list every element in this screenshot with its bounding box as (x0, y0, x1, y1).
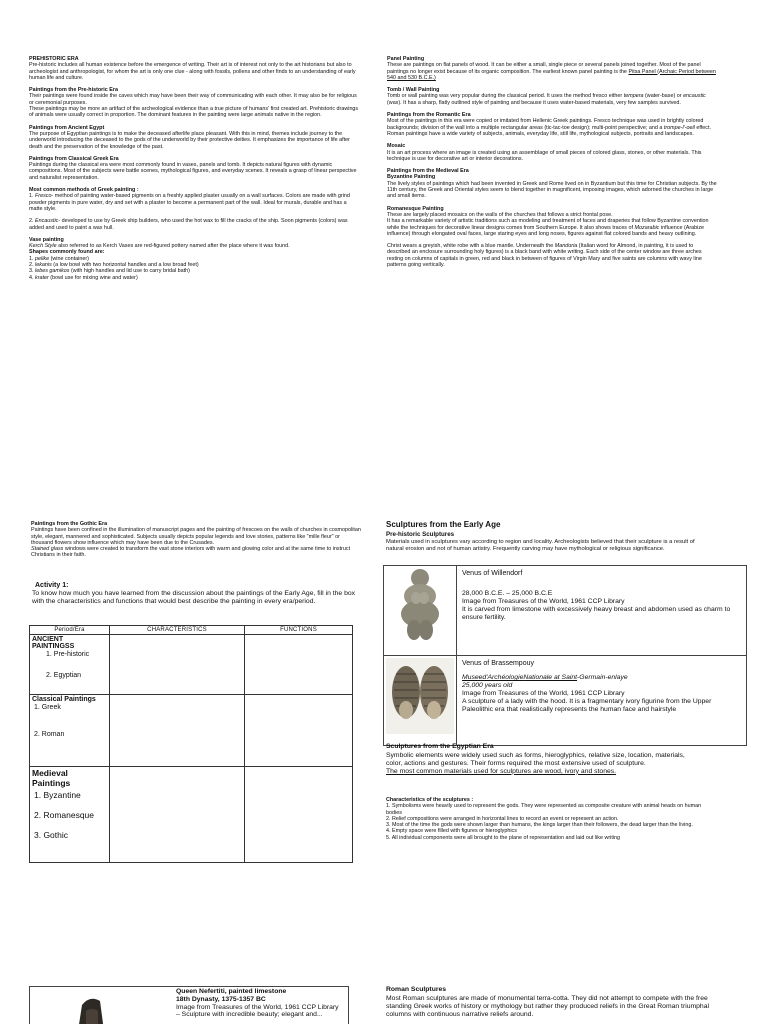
functions-input-medieval[interactable] (245, 767, 353, 863)
fresco-num: 1. (29, 193, 34, 200)
roman-sculptures-title: Roman Sculptures (386, 986, 447, 993)
christ-desc-1: Christ wears a greyish, white robe with a blue mantle. Underneath the (387, 243, 554, 250)
shape-desc: (bowl use for mixing wine and water) (50, 274, 138, 281)
nefertiti-text (176, 988, 346, 1019)
vase-title: Vase painting (29, 236, 64, 243)
nefertiti-more: – Sculpture with incredible beauty; elegant and... (176, 1011, 323, 1019)
brassempouy-image-cell (384, 656, 457, 746)
venus-table (383, 565, 747, 746)
vase-term: Kerch Style (29, 243, 57, 250)
pre-paint-title: Paintings from the Pre-historic Era (29, 87, 118, 94)
rom-mozarabic: Mozarabic (634, 224, 660, 231)
functions-input-ancient[interactable] (245, 635, 353, 695)
encaustic-num: 2. (29, 218, 34, 225)
classical-item: 1. Greek (34, 704, 61, 711)
period-cell-ancient (30, 635, 110, 695)
mosaic-text: It is an art process where an image is created using an assemblage of small pieces of colored glass, stones, or other materials. This technique is use for decorative art or interior decorations. (387, 149, 702, 162)
rom-desc-3: influence (Arabize influence) through elongated oval faces, large staring eyes and long noses, figures against flat colored bands and heavy outlining. (387, 224, 705, 237)
christ-text (387, 243, 717, 268)
tomb-desc-1: Tomb or wall painting was very popular during the classical period. It uses the method fresco either (387, 93, 623, 100)
egypt-paint-text: The purpose of Egyptian paintings is to make the deceased afterlife place pleasant. With this in mind, themes include journey to the underworld introducing the deceased to the gods of the underworld by their protective deities. It emphasizes the importance of life after death and the preservation of the knowledge of the past. (29, 130, 350, 150)
egypt-paint-title: Paintings from Ancient Egypt (29, 124, 105, 131)
romanesque-title: Romanesque Painting (387, 205, 444, 212)
nefertiti-box (29, 986, 349, 1024)
activity-title: Activity 1: (35, 582, 69, 589)
col-header-characteristics: CHARACTERISTICS (110, 626, 245, 635)
table-row (384, 656, 747, 746)
shape-num: 2. (29, 262, 34, 269)
left-top-column (29, 56, 359, 281)
ancient-item: 1. Pre-historic (46, 651, 90, 658)
tomb-text (387, 93, 717, 106)
fresco-text (29, 193, 359, 212)
roman-desc-1: Most of the paintings in this era were copied or imitated from Hellenic Greek paintings. Fresco technique was used in brightly colored backgrounds; division of the wall into a multiple rectangular areas (tic-tac-toe design); multi-point perspective; and a (387, 118, 704, 131)
egypt-sculptures-materials: The most common materials used for sculptures are wood, ivory and stones. (386, 767, 617, 775)
tomb-desc-3: (wax). It has a sharp, flatly outlined style of painting and because it uses water-based materials, very few samples survived. (387, 99, 681, 106)
shape-term: lekanis (35, 262, 52, 269)
roman-desc-2: effect. Roman paintings have a wide variety of subjects, animals, everyday life, still life, mythological subjects, portraits and landscapes. (387, 124, 711, 137)
nefertiti-image (60, 993, 120, 1024)
shape-desc: (wine container) (50, 255, 89, 262)
classical-item: 2. Roman (34, 731, 65, 738)
roman-sculptures-text: Most Roman sculptures are made of monumental terra-cotta. They did not attempt to compete with the free standing Greek works of history or mythology but rather they produced reliefs in the Great Roman triumphal columns with continuous narrative reliefs around. (386, 995, 710, 1018)
greek-paint-text: Paintings during the classical era were most commonly found in vases, panels and tomb. It depicts natural figures with dynamic compositions. Most of the subjects were battle scenes, mythological figures, and everyday scenes. It reveals a grasp of linear perspective and naturalist representation. (29, 162, 357, 181)
shapes-title: Shapes commonly found are: (29, 249, 105, 256)
willendorf-date: 28,000 B.C.E. – 25,000 B.C.E (462, 590, 553, 597)
museum-part-c: -Germain-enlaye (577, 674, 628, 681)
classical-title: Classical Paintings (32, 696, 96, 703)
panel-link: Pitsa Panel (Archaic Period between 540 and 530 B.C.E.) (387, 68, 716, 81)
pre-sculptures-text: Materials used in sculptures vary according to region and locality. Archeologists believed that their sculpture is a result of natural erosion and not of human artistry. Frequently carving may have mythological or religious significance. (386, 539, 695, 552)
romanesque-text-2 (387, 218, 717, 237)
roman-trompe: trompe-l'-oeil (663, 124, 695, 131)
byzantine-title: Byzantine Painting (387, 174, 436, 181)
egypt-sculptures-title: Sculptures from the Egyptian Era (386, 743, 494, 750)
prehistoric-title: PREHISTORIC ERA (29, 56, 79, 62)
venus-willendorf-image (386, 568, 454, 648)
shape-desc: (a low bowl with two horizontal handles and a low broad feet) (53, 262, 199, 269)
ancient-title: ANCIENT PAINTINGSS (32, 636, 75, 650)
panel-text (387, 62, 717, 81)
museum-part-a: Museed'Archéologie (462, 674, 524, 681)
brassempouy-museum (462, 674, 741, 682)
gothic-section (31, 521, 361, 559)
prehistoric-text: Pre-historic includes all human existence before the emergence of writing. Their art is of interest not only to the art historians but also to archeologist and anthropologist, for whom the art is only one clue - along with fossils, pollens and other finds to an understanding of early human life and culture. (29, 62, 356, 81)
museum-part-b: Nationale at Saint (523, 674, 578, 681)
willendorf-title: Venus of Willendorf (462, 570, 523, 577)
medieval-title: Paintings from the Medieval Era (387, 168, 469, 175)
christ-mandoria: Mandoria (554, 243, 578, 250)
christ-desc-2: (Italian word for Almond, in painting, it is used to described an enclosure surrounding holy figures) is a black band with white writing. Each side of the center window are three arches resting on columns of capitals in green, red and black in between of figures of Virgin Mary and five saints are columns with wavy line patterns going vertically. (387, 243, 702, 269)
vase-desc: also referred to as Kerch Vases are red-figured pottery named after the place where it was found. (58, 243, 290, 250)
functions-input-classical[interactable] (245, 695, 353, 767)
romanesque-text-1: These are largely placed mosaics on the walls of the churches that follows a strict frontal pose. (387, 211, 613, 218)
period-cell-medieval (30, 767, 110, 863)
activity-table (29, 625, 353, 863)
characteristics-title: Characteristics of the sculptures : (386, 797, 474, 803)
brassempouy-desc: A sculpture of a lady with the hood. It is a fragmentary ivory figurine from the Upper Paleolithic era that realistically represents the human face and hairstyle (462, 698, 712, 713)
table-row (30, 635, 353, 695)
col-header-period: Period/Era (30, 626, 110, 635)
encaustic-text (29, 218, 359, 231)
methods-title: Most common methods of Greek painting : (29, 187, 139, 194)
gothic-text: Paintings have been confined in the illumination of manuscript pages and the painting of frescoes on the walls of churches in cosmopolitan style, elegant, mannered and sophisticated. Subjects usually depicts popular legends and love stories, patterns like "mille fleur" or thousand flowers show influence which may have been due to the Crusades. (31, 527, 361, 546)
roman-paint-title: Paintings from the Romantic Era (387, 112, 471, 119)
characteristic-item: 4. Empty space were filled with figures or hieroglyphics (386, 828, 517, 835)
characteristics-input-ancient[interactable] (110, 635, 245, 695)
shape-term: lebes gamikos (35, 268, 70, 275)
stained-text (31, 546, 361, 559)
gothic-title: Paintings from the Gothic Era (31, 521, 108, 527)
encaustic-desc: - developed to use by Greek ship builders, who used the hot wax to fill the cracks of the ship. Soon pigments (colors) was added and used to paint a wax hull. (29, 218, 348, 231)
activity-text: To know how much you have learned from the discussion about the paintings of the Early Age, fill in the box with the characteristics and functions that would best describe the painting in every era/period. (32, 590, 356, 605)
byzantine-text: The lively styles of paintings which had been invented in Greek and Rome lived on in Byzantium but this time for Christian subjects. By the 11th century, the Greek and Oriental styles seem to blend together in magnificent, imposing images, which adorned the churches in large and small items. (387, 180, 717, 200)
brassempouy-age: 25,000 years old (462, 682, 513, 689)
medieval-item: 1. Byzantine (34, 790, 81, 800)
nefertiti-dynasty: 18th Dynasty, 1375-1357 BC (176, 995, 266, 1003)
stained-desc: windows were created to transform the vast stone interiors with warm and glowing color and at the same time to instruct Christians in their faith. (31, 546, 351, 559)
shape-term: krater (35, 274, 49, 281)
tomb-tempera: tempera (623, 93, 644, 100)
right-top-column (387, 56, 717, 268)
brassempouy-title: Venus of Brassempouy (462, 660, 534, 667)
early-sculptures-title: Sculptures from the Early Age (386, 520, 501, 529)
medieval-item: 3. Gothic (34, 830, 69, 840)
mosaic-title: Mosaic (387, 143, 406, 150)
tomb-desc-2: (water-base) or (645, 93, 682, 100)
pre-paint-text-1: Their paintings were found inside the caves which may have been their way of communicating with each other. It may also be for religious or ceremonial purposes. (29, 93, 357, 106)
shape-num: 3. (29, 268, 34, 275)
shape-num: 1. (29, 255, 34, 262)
ancient-item: 2. Egyptian (46, 672, 82, 679)
table-row (384, 566, 747, 656)
willendorf-source: Image from Treasures of the World, 1961 CCP Library (462, 598, 625, 605)
fresco-desc: - method of painting water-based pigments on a freshly applied plaster usually on a wall surfaces. Colors are made with grind powder pigments in pure water, dry and set with a plaster to become a permanent part of the wall. Ideal for murals, durable and has a matte style. (29, 193, 350, 212)
brassempouy-source: Image from Treasures of the World, 1961 CCP Library (462, 690, 625, 697)
characteristic-item: 2. Relief compositions were arranged in horizontal lines to record an event or represent an action. (386, 815, 619, 822)
willendorf-text-cell (457, 566, 747, 656)
characteristics-input-classical[interactable] (110, 695, 245, 767)
pre-paint-text-2: These paintings may be more an artifact of the archeological evidence than a true picture of humans' first created art. Prehistoric drawings of animals were usually correct in proportion. The dominant features in the painting were large animals native in the region. (29, 106, 359, 119)
characteristics-section (386, 797, 708, 841)
table-row (30, 767, 353, 863)
egypt-sculptures-desc: Symbolic elements were widely used such as forms, hieroglyphics, relative size, location, materials, color, actions and gestures. Their forms required the most extensive used of sculpture. (386, 752, 685, 767)
period-cell-classical (30, 695, 110, 767)
nefertiti-title: Queen Nefertiti, painted limestone (176, 988, 287, 995)
rom-desc-2: It has a remarkable variety of artistic traditions such as modeling and treatment of faces and draperies that follow Byzantine convention while the techniques for decorative linear designs comes from Southern Europe. It also shows traces of (387, 218, 709, 231)
table-row (30, 695, 353, 767)
characteristics-input-medieval[interactable] (110, 767, 245, 863)
shape-desc: (with high handles and lid use to carry bridal bath) (70, 268, 190, 275)
shape-item (29, 275, 359, 281)
shape-term: pelike (35, 255, 50, 262)
col-header-functions: FUNCTIONS (245, 626, 353, 635)
tomb-encaustic: encaustic (683, 93, 706, 100)
pre-sculptures-title: Pre-historic Sculptures (386, 531, 455, 538)
willendorf-desc: It is carved from limestone with excessively heavy breast and abdomen used as charm to ensure fertility. (462, 606, 731, 621)
characteristic-item: 3. Most of the time the gods were shown larger than humans, the kings larger than their followers, the dead larger than the living. (386, 822, 693, 829)
characteristic-item: 5. All individual components were all brought to the plane of representation and laid out like writing (386, 834, 621, 841)
shapes-list (29, 256, 359, 281)
characteristic-item: 1. Symbolisms were heavily used to represent the gods. They were represented as composite creature with animal heads on human bodies (386, 803, 702, 816)
nefertiti-source: Image from Treasures of the World, 1961 CCP Library (176, 1003, 339, 1011)
stained-term: Stained glass (31, 546, 64, 553)
encaustic-term: Encaustic (35, 218, 59, 225)
medieval-table-title: Medieval Paintings (32, 768, 71, 788)
tomb-title: Tomb / Wall Painting (387, 87, 440, 94)
fresco-term: Fresco (35, 193, 52, 200)
panel-title: Panel Painting (387, 56, 425, 62)
medieval-item: 2. Romanesque (34, 810, 95, 820)
egypt-sculptures-text (386, 752, 686, 775)
panel-desc: These are paintings on flat panels of wood. It can be either a small, single piece or several panels joined together. Most of the panel paintings no longer exist because of its organic composition. The earliest known panel painting is the (387, 62, 701, 75)
venus-brassempouy-image (386, 658, 454, 734)
roman-paint-text (387, 118, 717, 137)
shape-num: 4. (29, 274, 34, 281)
willendorf-image-cell (384, 566, 457, 656)
greek-paint-title: Paintings from Classical Greek Era (29, 155, 119, 162)
brassempouy-text-cell (457, 656, 747, 746)
table-header-row (30, 626, 353, 635)
